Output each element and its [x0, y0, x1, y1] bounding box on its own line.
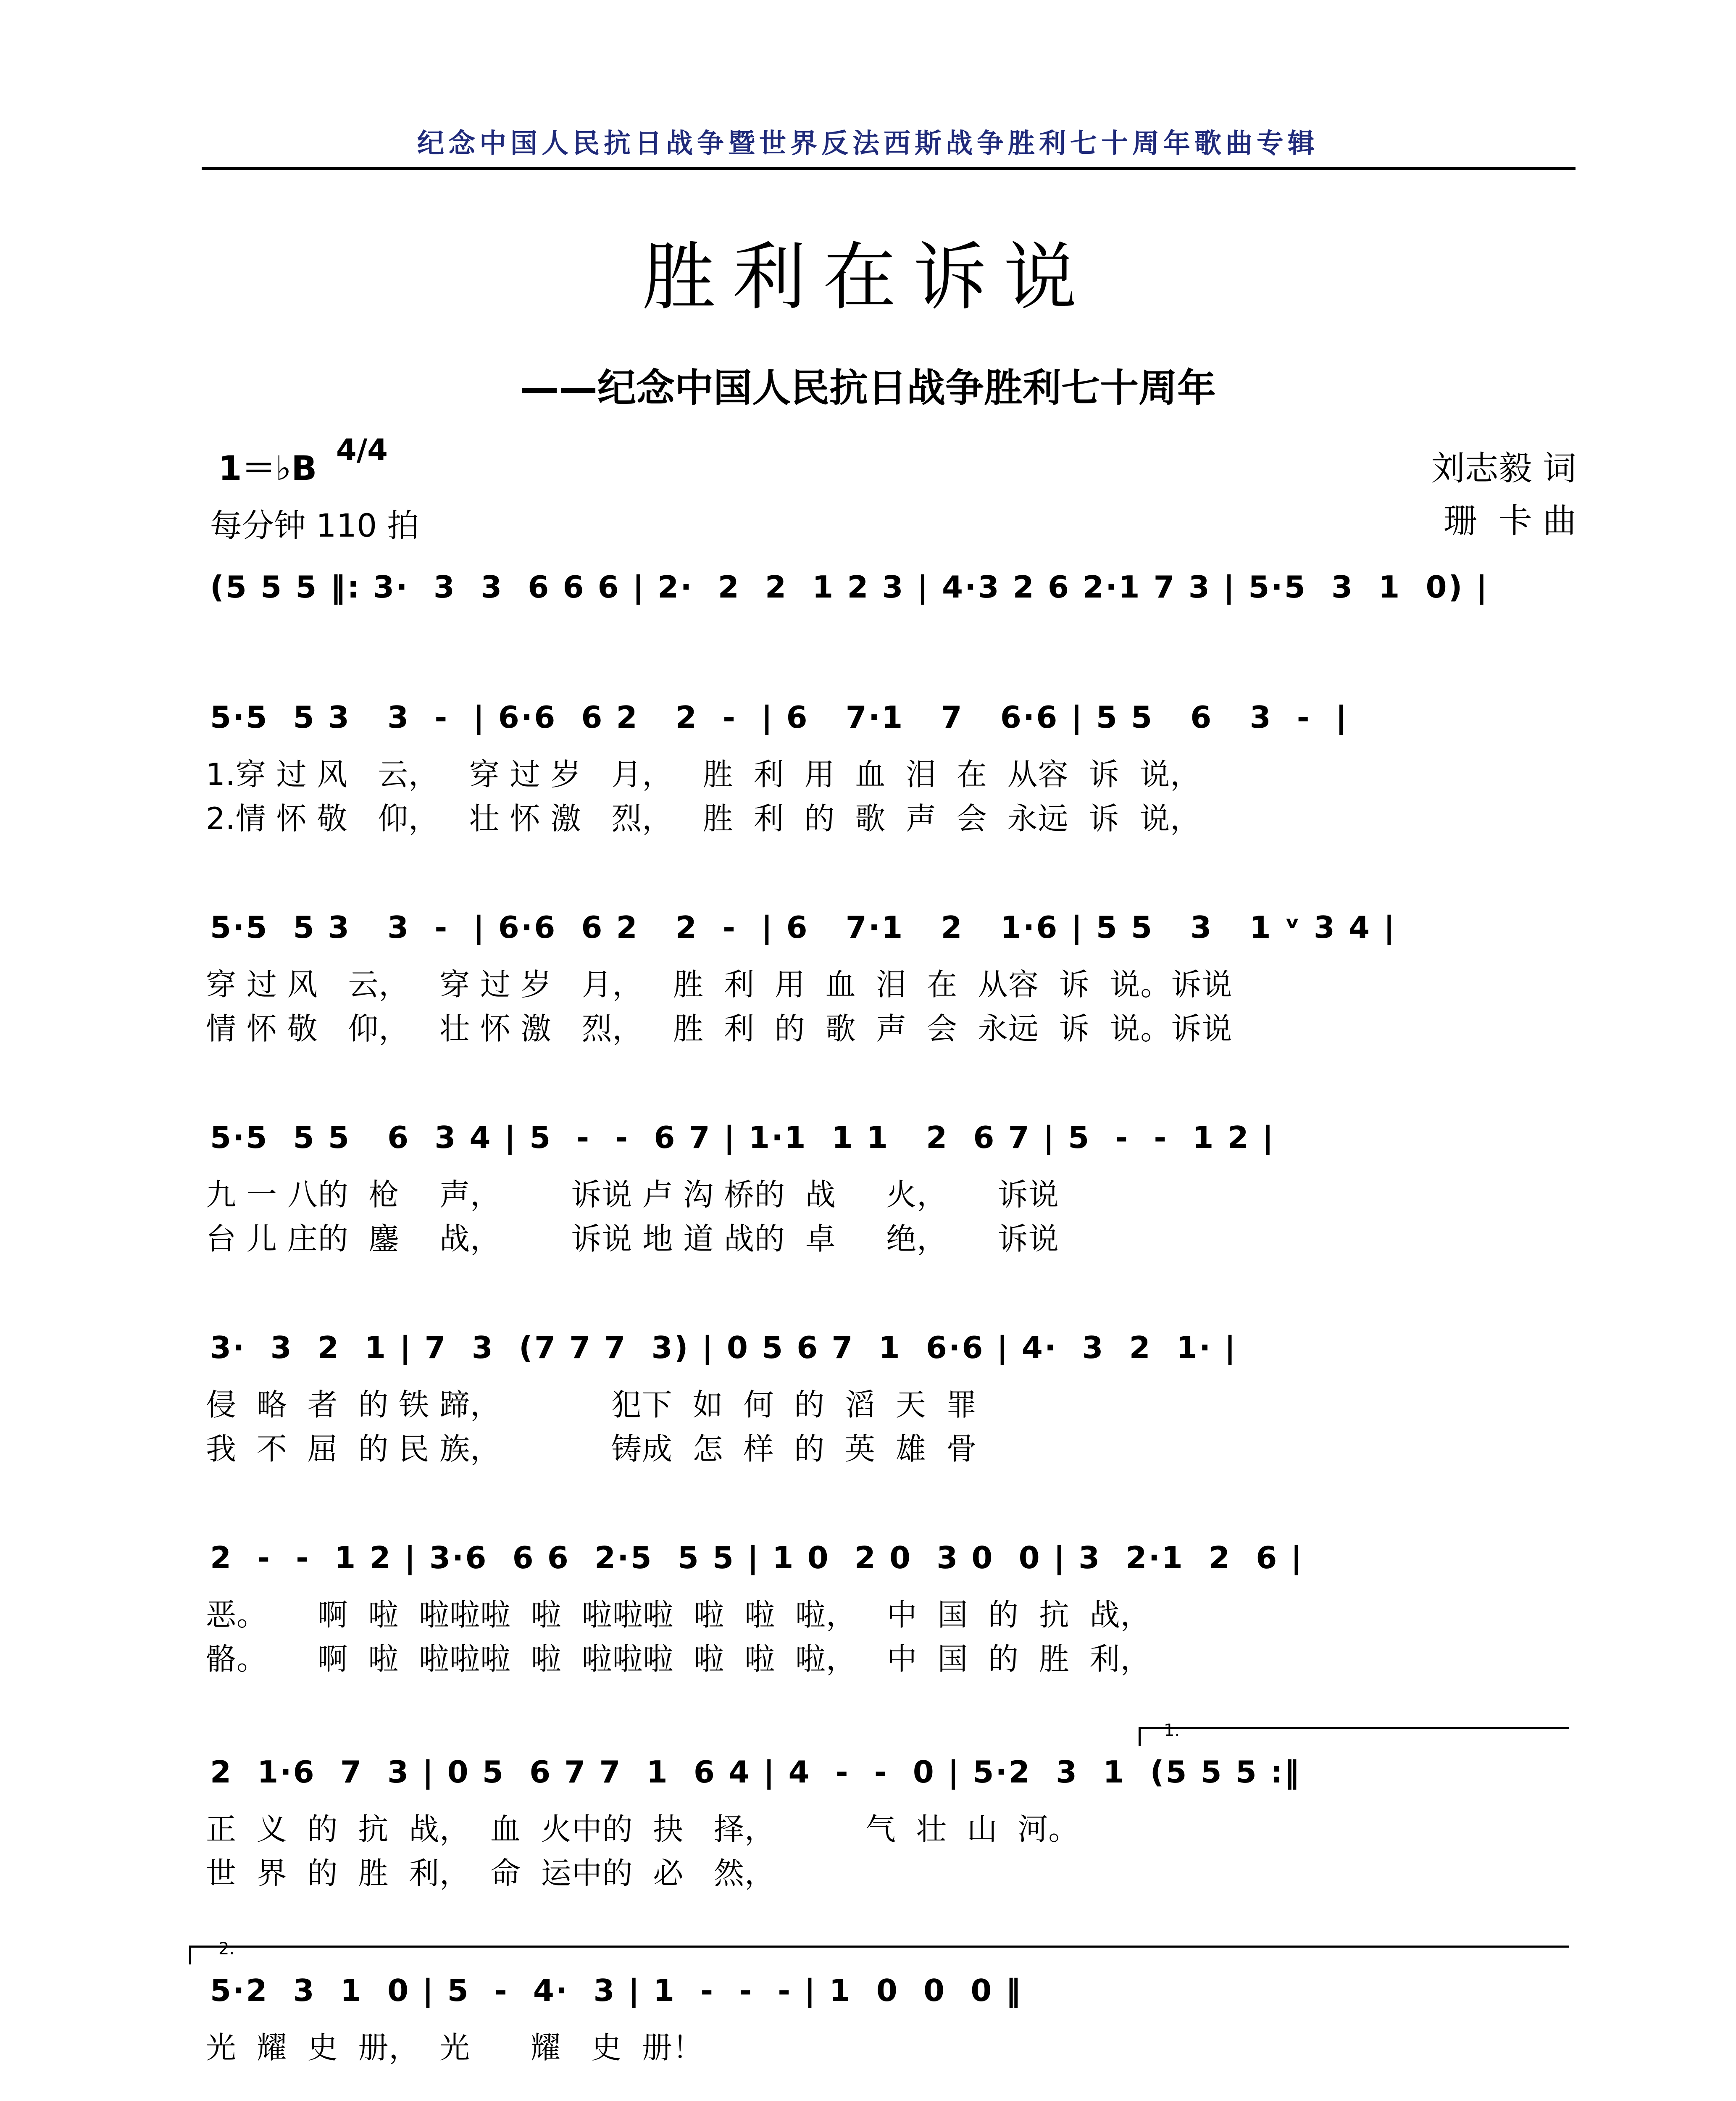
- second-ending-label: 2.: [218, 1939, 235, 1959]
- lyric-line: 台 儿 庄的 鏖 战， 诉说 地 道 战的 卓 绝， 诉说: [206, 1221, 1059, 1256]
- song-subtitle: ——纪念中国人民抗日战争胜利七十周年: [520, 366, 1216, 411]
- key-signature: 1＝♭B: [218, 449, 317, 488]
- music-line: 2 - - 1 2 | 3·6 6 6 2·5 5 5 | 1 0 2 0 3 0 0 | 3 2·1 2 6 |: [210, 1540, 1304, 1575]
- lyric-line: 侵 略 者 的 铁 蹄， 犯下 如 何 的 滔 天 罪: [206, 1387, 977, 1422]
- lyric-line: 穿 过 风 云， 穿 过 岁 月， 胜 利 用 血 泪 在 从容 诉 说。诉说: [206, 967, 1233, 1002]
- song-title: 胜利在诉说: [642, 235, 1094, 320]
- header-banner: 纪念中国人民抗日战争暨世界反法西斯战争胜利七十周年歌曲专辑: [417, 128, 1319, 159]
- music-line: 5·5 5 3 3 - | 6·6 6 2 2 - | 6 7·1 2 1·6 | 5 5 3 1 ᵛ 3 4 |: [210, 910, 1397, 945]
- first-ending-label: 1.: [1164, 1721, 1180, 1740]
- lyric-line: 情 怀 敬 仰， 壮 怀 激 烈， 胜 利 的 歌 声 会 永远 诉 说。诉说: [206, 1011, 1233, 1046]
- time-signature: 4/4: [336, 433, 388, 467]
- second-ending-bracket: [189, 1946, 1569, 1964]
- music-line: (5 5 5 ‖: 3· 3 3 6 6 6 | 2· 2 2 1 2 3 | 4·3 2 6 2·1 7 3 | 5·5 3 1 0) |: [210, 569, 1489, 605]
- music-line: 5·5 5 5 6 3 4 | 5 - - 6 7 | 1·1 1 1 2 6 7 | 5 - - 1 2 |: [210, 1120, 1275, 1155]
- lyric-line: 骼。 啊 啦 啦啦啦 啦 啦啦啦 啦 啦 啦， 中 国 的 胜 利，: [206, 1641, 1151, 1677]
- lyric-line: 世 界 的 胜 利， 命 运中的 必 然，: [206, 1856, 776, 1891]
- composer-credit: 珊 卡 曲: [1443, 501, 1576, 540]
- lyric-line: 正 义 的 抗 战， 血 火中的 抉 择， 气 壮 山 河。: [206, 1811, 1079, 1847]
- music-line: 5·2 3 1 0 | 5 - 4· 3 | 1 - - - | 1 0 0 0 ‖: [210, 1973, 1023, 2008]
- first-ending-bracket: [1139, 1727, 1569, 1746]
- header-rule: [202, 167, 1576, 170]
- lyric-line: 2.情 怀 敬 仰， 壮 怀 激 烈， 胜 利 的 歌 声 会 永远 诉 说，: [206, 801, 1201, 836]
- lyricist-credit: 刘志毅 词: [1431, 449, 1576, 488]
- lyric-line: 九 一 八的 枪 声， 诉说 卢 沟 桥的 战 火， 诉说: [206, 1177, 1059, 1212]
- lyric-line: 1.穿 过 风 云， 穿 过 岁 月， 胜 利 用 血 泪 在 从容 诉 说，: [206, 757, 1201, 792]
- music-line: 3· 3 2 1 | 7 3 (7 7 7 3) | 0 5 6 7 1 6·6 | 4· 3 2 1· |: [210, 1330, 1237, 1365]
- lyric-line: 光 耀 史 册， 光 耀 史 册！: [206, 2030, 703, 2065]
- lyric-line: 恶。 啊 啦 啦啦啦 啦 啦啦啦 啦 啦 啦， 中 国 的 抗 战，: [206, 1597, 1151, 1632]
- music-line: 2 1·6 7 3 | 0 5 6 7 7 1 6 4 | 4 - - 0 | 5·2 3 1 (5 5 5 :‖: [210, 1754, 1301, 1790]
- lyric-line: 我 不 屈 的 民 族， 铸成 怎 样 的 英 雄 骨: [206, 1431, 977, 1466]
- music-line: 5·5 5 3 3 - | 6·6 6 2 2 - | 6 7·1 7 6·6 | 5 5 6 3 - |: [210, 700, 1349, 735]
- tempo-marking: 每分钟 110 拍: [210, 507, 419, 544]
